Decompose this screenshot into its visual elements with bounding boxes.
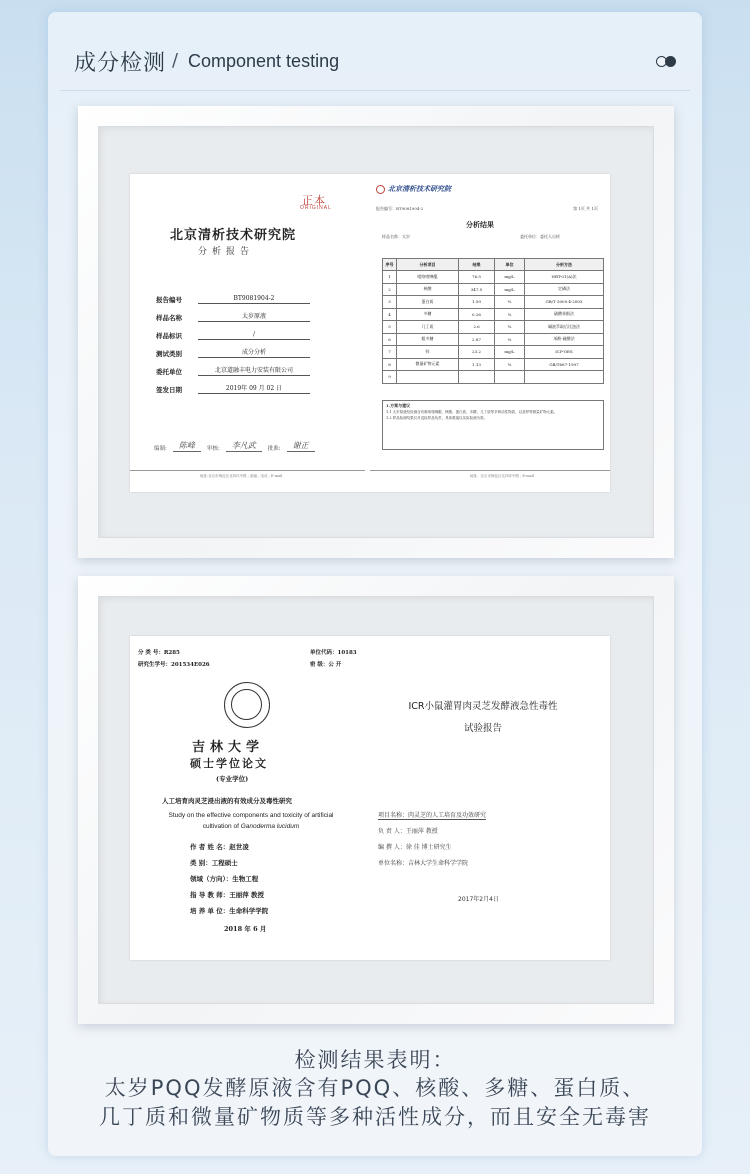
- table-cell: 碱液萃取后比浊法: [525, 321, 604, 334]
- table-row: [383, 333, 604, 346]
- toxicity-report-title: ICR小鼠灌胃肉灵芝发酵液急性毒性 试验报告: [408, 701, 558, 734]
- report-number: 报告编号：BT9081904-2: [376, 206, 424, 211]
- table-cell: GB/T687-1997: [525, 358, 604, 371]
- table-cell: [459, 371, 495, 384]
- thesis-date: 2018 年 6 月: [224, 925, 267, 933]
- secret-level: 密 级：公 开: [310, 662, 342, 668]
- table-header-row: 序号 分析项目 结果 单位 分析方法: [383, 259, 604, 271]
- analysis-results-page: [370, 174, 610, 492]
- section-title: 成分检测: [74, 51, 167, 76]
- table-cell: 2: [383, 283, 397, 296]
- signature: 谢正: [287, 440, 315, 452]
- sample-unit: 委托单位：委托人自样: [520, 234, 560, 239]
- notes-title: 1.方案与建议: [386, 403, 411, 408]
- thesis-kind: 硕士学位论文: [190, 757, 268, 770]
- table-cell: %: [495, 296, 525, 309]
- info-row: 测试类别 成分分析: [156, 346, 310, 358]
- table-cell: 锌: [397, 346, 459, 359]
- table-cell: 5: [383, 321, 397, 334]
- info-row: 报告编号 BT9081904-2: [156, 292, 310, 304]
- table-cell: 6: [383, 333, 397, 346]
- table-cell: %: [495, 358, 525, 371]
- info-row: 样品名称 太岁原液: [156, 310, 310, 322]
- table-cell: 粗多糖: [397, 333, 459, 346]
- table-row: [383, 271, 604, 284]
- table-cell: 7: [383, 346, 397, 359]
- report-date: 2017年2月4日: [458, 896, 499, 903]
- institute-logo: 北京清析技术研究院: [376, 184, 451, 194]
- table-cell: 0.26: [459, 308, 495, 321]
- thesis-type: (专业学位): [216, 775, 249, 783]
- table-cell: [495, 371, 525, 384]
- info-row: 委托单位 北京道融丰电力安装有限公司: [156, 364, 310, 376]
- caption-line-1: 检测结果表明：: [294, 1048, 456, 1072]
- certificate-frame-analysis: [78, 106, 674, 558]
- table-cell: 1: [383, 271, 397, 284]
- toggle-icon[interactable]: [656, 56, 676, 67]
- table-cell: mg/L: [495, 346, 525, 359]
- info-row: 样品标识 /: [156, 328, 310, 340]
- thesis-info-row: 类 别：工程硕士: [190, 859, 238, 867]
- table-cell: 23.2: [459, 346, 495, 359]
- caption-line-3: 几丁质和微量矿物质等多种活性成分，而且安全无毒害: [99, 1105, 651, 1129]
- footer-divider: [130, 470, 365, 471]
- table-cell: 9: [383, 371, 397, 384]
- title-separator: /: [172, 50, 179, 71]
- table-cell: mg/L: [495, 283, 525, 296]
- class-number: 分 类 号：R285: [138, 650, 180, 656]
- footer-address: 地址：北京市海淀区北四环中路 ; E-mail: [470, 474, 534, 478]
- unit-code: 单位代码：10183: [310, 650, 357, 656]
- report-cover-page: [130, 174, 365, 492]
- header-divider: [60, 90, 690, 91]
- report-type: 分析报告: [198, 247, 255, 257]
- footer-divider: [370, 470, 610, 471]
- table-cell: 3: [383, 296, 397, 309]
- table-cell: 几丁质: [397, 321, 459, 334]
- results-title: 分析结果: [466, 220, 494, 229]
- table-cell: 347.5: [459, 283, 495, 296]
- university-name: 吉林大学: [192, 740, 265, 755]
- student-number: 研究生学号：201534E026: [138, 662, 210, 668]
- table-cell: 多糖: [397, 308, 459, 321]
- table-cell: NBT-01(A)法: [525, 271, 604, 284]
- table-cell: 1.13: [459, 358, 495, 371]
- table-cell: 2.87: [459, 333, 495, 346]
- signature-row: 编制: 陈峰 审核: 李凡武 批准: 谢正: [154, 440, 315, 452]
- table-cell: %: [495, 333, 525, 346]
- table-cell: 吡咯喹啉醌: [397, 271, 459, 284]
- analysis-report-document: [130, 174, 610, 492]
- signature: 李凡武: [226, 440, 262, 452]
- caption-line-2: 太岁PQQ发酵原液含有PQQ、核酸、多糖、蛋白质、: [104, 1076, 646, 1100]
- original-stamp-sub: ORIGINAL: [300, 205, 332, 211]
- table-cell: %: [495, 321, 525, 334]
- table-row: [383, 346, 604, 359]
- report-author: 编 撰 人：徐 佳 博士研究生: [378, 844, 452, 851]
- section-subtitle: Component testing: [188, 51, 340, 71]
- table-cell: 蛋白质: [397, 296, 459, 309]
- notes-box: [382, 400, 604, 450]
- page-number: 第 1页 共 1页: [573, 206, 598, 211]
- table-row: [383, 308, 604, 321]
- signature: 陈峰: [173, 440, 201, 452]
- table-cell: 苯酚-硫酸法: [525, 333, 604, 346]
- thesis-info-row: 指 导 教 师：王丽萍 教授: [190, 891, 265, 899]
- table-cell: %: [495, 308, 525, 321]
- thesis-title-cn: 人工培育肉灵芝浸出液的有效成分及毒性研究: [162, 797, 292, 805]
- sample-name: 样品名称：太岁: [382, 234, 410, 239]
- table-cell: [525, 371, 604, 384]
- table-row: [383, 283, 604, 296]
- table-row: [383, 371, 604, 384]
- table-row: [383, 321, 604, 334]
- table-cell: 2.6: [459, 321, 495, 334]
- original-stamp: 正本: [302, 194, 326, 207]
- table-row: [383, 296, 604, 309]
- info-row: 签发日期 2019年 09 月 02 日: [156, 382, 310, 394]
- thesis-info-row: 作 者 姓 名：赵世凌: [190, 843, 249, 851]
- footer-address: 地址:北京市海淀区北四环中路 ; 邮编 ; 电话 ; E-mail: [200, 474, 283, 478]
- table-cell: 定磷法: [525, 283, 604, 296]
- thesis-document: [130, 636, 610, 960]
- table-cell: 1.59: [459, 296, 495, 309]
- certificate-frame-thesis: [78, 576, 674, 1024]
- table-cell: 硫酸苯酚法: [525, 308, 604, 321]
- table-cell: 微量矿物元素: [397, 358, 459, 371]
- university-emblem-icon: [224, 682, 270, 728]
- results-table: [382, 258, 604, 384]
- thesis-info-row: 领域（方向）：生物工程: [190, 875, 259, 883]
- project-name: 项目名称：肉灵芝的人工培育及功效研究: [378, 812, 487, 819]
- toggle-dot: [665, 56, 676, 67]
- table-cell: 76.5: [459, 271, 495, 284]
- table-cell: 8: [383, 358, 397, 371]
- table-cell: GB/T 5009.4-2003: [525, 296, 604, 309]
- report-unit: 单位名称：吉林大学生命科学学院: [378, 860, 469, 867]
- table-cell: mg/L: [495, 271, 525, 284]
- thesis-title-en: Study on the effective components and toxicity of artificial cultivation of Ganoderma lucidum: [168, 812, 334, 830]
- seal-icon: [376, 185, 385, 194]
- thesis-info-row: 培 养 单 位：生命科学学院: [190, 907, 269, 915]
- table-row: [383, 358, 604, 371]
- note-item: 1.1 太岁原液经检测含有吡咯喹啉醌、核酸、蛋白质、多糖、几丁质等多种活性物质，以及锌等微量矿物元素。: [386, 410, 558, 414]
- note-item: 1.2 样品检测结果仅对送检样品负责，具体数值以实际检测为准。: [386, 416, 488, 420]
- table-cell: [397, 371, 459, 384]
- project-leader: 负 责 人：王丽萍 教授: [378, 828, 438, 835]
- institute-name: 北京清析技术研究院: [170, 228, 297, 243]
- table-cell: 核酸: [397, 283, 459, 296]
- table-cell: 4: [383, 308, 397, 321]
- table-cell: ICP-OES: [525, 346, 604, 359]
